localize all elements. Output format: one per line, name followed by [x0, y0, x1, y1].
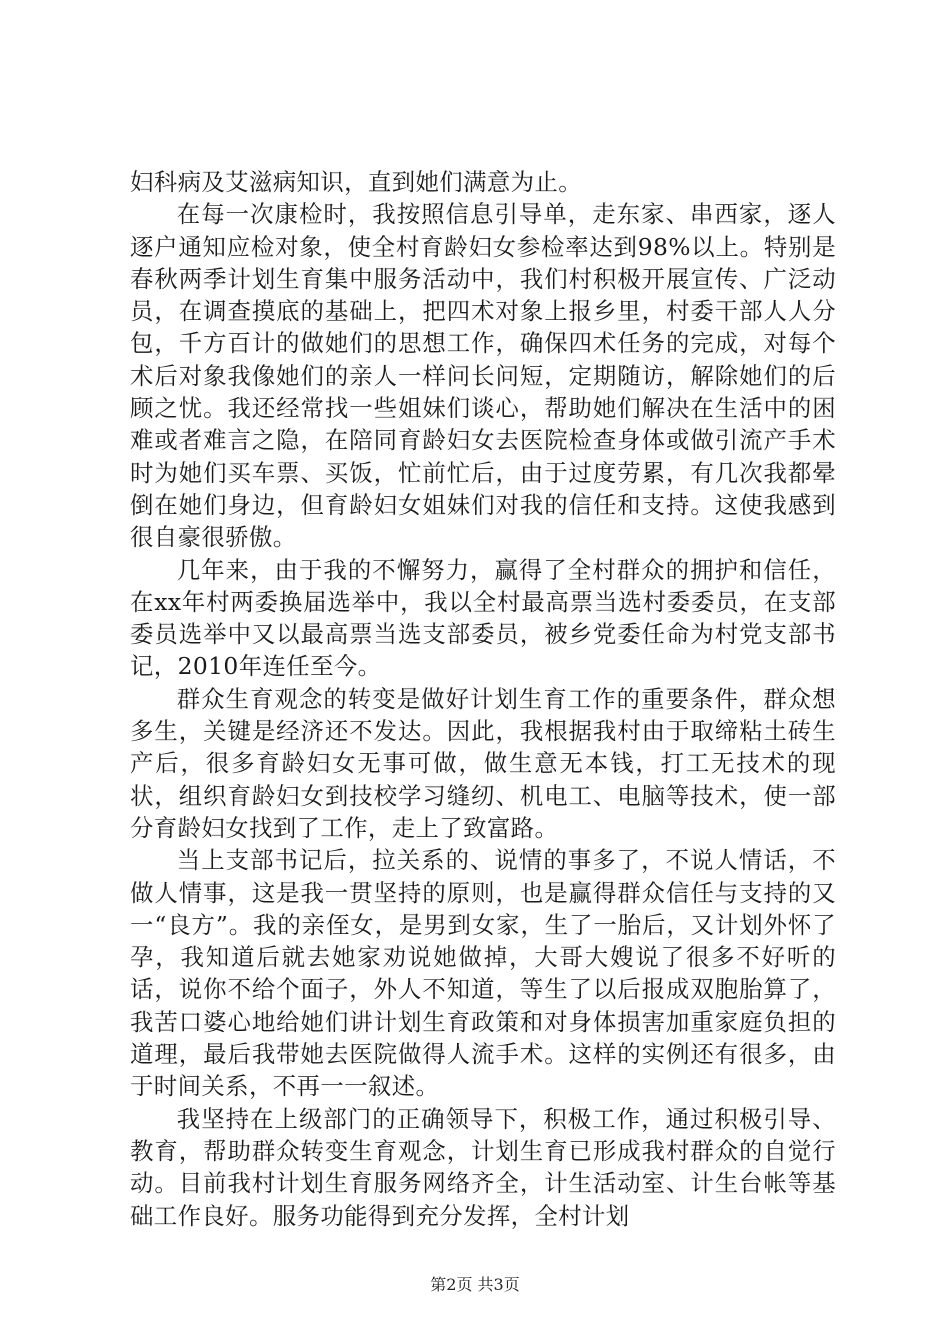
page-footer — [0, 1275, 950, 1295]
paragraph-continued: 妇科病及艾滋病知识，直到她们满意为止。 — [130, 168, 583, 196]
page-number: 第2页 共3页 — [430, 1275, 520, 1294]
document-body — [130, 166, 836, 1232]
paragraph-fertility-attitudes: 群众生育观念的转变是做好计划生育工作的重要条件，群众想多生，关键是经济还不发达。因此，我根据我村由于取缔粘土砖生产后，很多育龄妇女无事可做，做生意无本钱，打工无技术的现状，组织育龄妇女到技校学习缝纫、机电工、电脑等技术，使一部分育龄妇女找到了工作，走上了致富路。 — [130, 684, 836, 842]
paragraph-election: 几年来，由于我的不懈努力，赢得了全村群众的拥护和信任，在xx年村两委换届选举中，我以全村最高票当选村委委员，在支部委员选举中又以最高票当选支部委员，被乡党委任命为村党支部书记，2010年连任至今。 — [130, 555, 836, 681]
paragraph-principles: 当上支部书记后，拉关系的、说情的事多了，不说人情话，不做人情事，这是我一贯坚持的原则，也是赢得群众信任与支持的又一“良方”。我的亲侄女，是男到女家，生了一胎后，又计划外怀了孕，我知道后就去她家劝说她做掉，大哥大嫂说了很多不好听的话，说你不给个面子，外人不知道，等生了以后报成双胞胎算了，我苦口婆心地给她们讲计划生育政策和对身体损害加重家庭负担的道理，最后我带她去医院做得人流手术。这样的实例还有很多，由于时间关系，不再一一叙述。 — [130, 846, 836, 1101]
paragraph-results: 我坚持在上级部门的正确领导下，积极工作，通过积极引导、教育，帮助群众转变生育观念，计划生育已形成我村群众的自觉行动。目前我村计划生育服务网络齐全，计生活动室、计生台帐等基础工作良好。服务功能得到充分发挥，全村计划 — [130, 1104, 836, 1230]
paragraph-health-check: 在每一次康检时，我按照信息引导单，走东家、串西家，逐人逐户通知应检对象，使全村育龄妇女参检率达到98%以上。特别是春秋两季计划生育集中服务活动中，我们村积极开展宣传、广泛动员，在调查摸底的基础上，把四术对象上报乡里，村委干部人人分包，千方百计的做她们的思想工作，确保四术任务的完成，对每个术后对象我像她们的亲人一样问长问短，定期随访，解除她们的后顾之忧。我还经常找一些姐妹们谈心，帮助她们解决在生活中的困难或者难言之隐，在陪同育龄妇女去医院检查身体或做引流产手术时为她们买车票、买饭，忙前忙后，由于过度劳累，有几次我都晕倒在她们身边，但育龄妇女姐妹们对我的信任和支持。这使我感到很自豪很骄傲。 — [130, 200, 836, 552]
